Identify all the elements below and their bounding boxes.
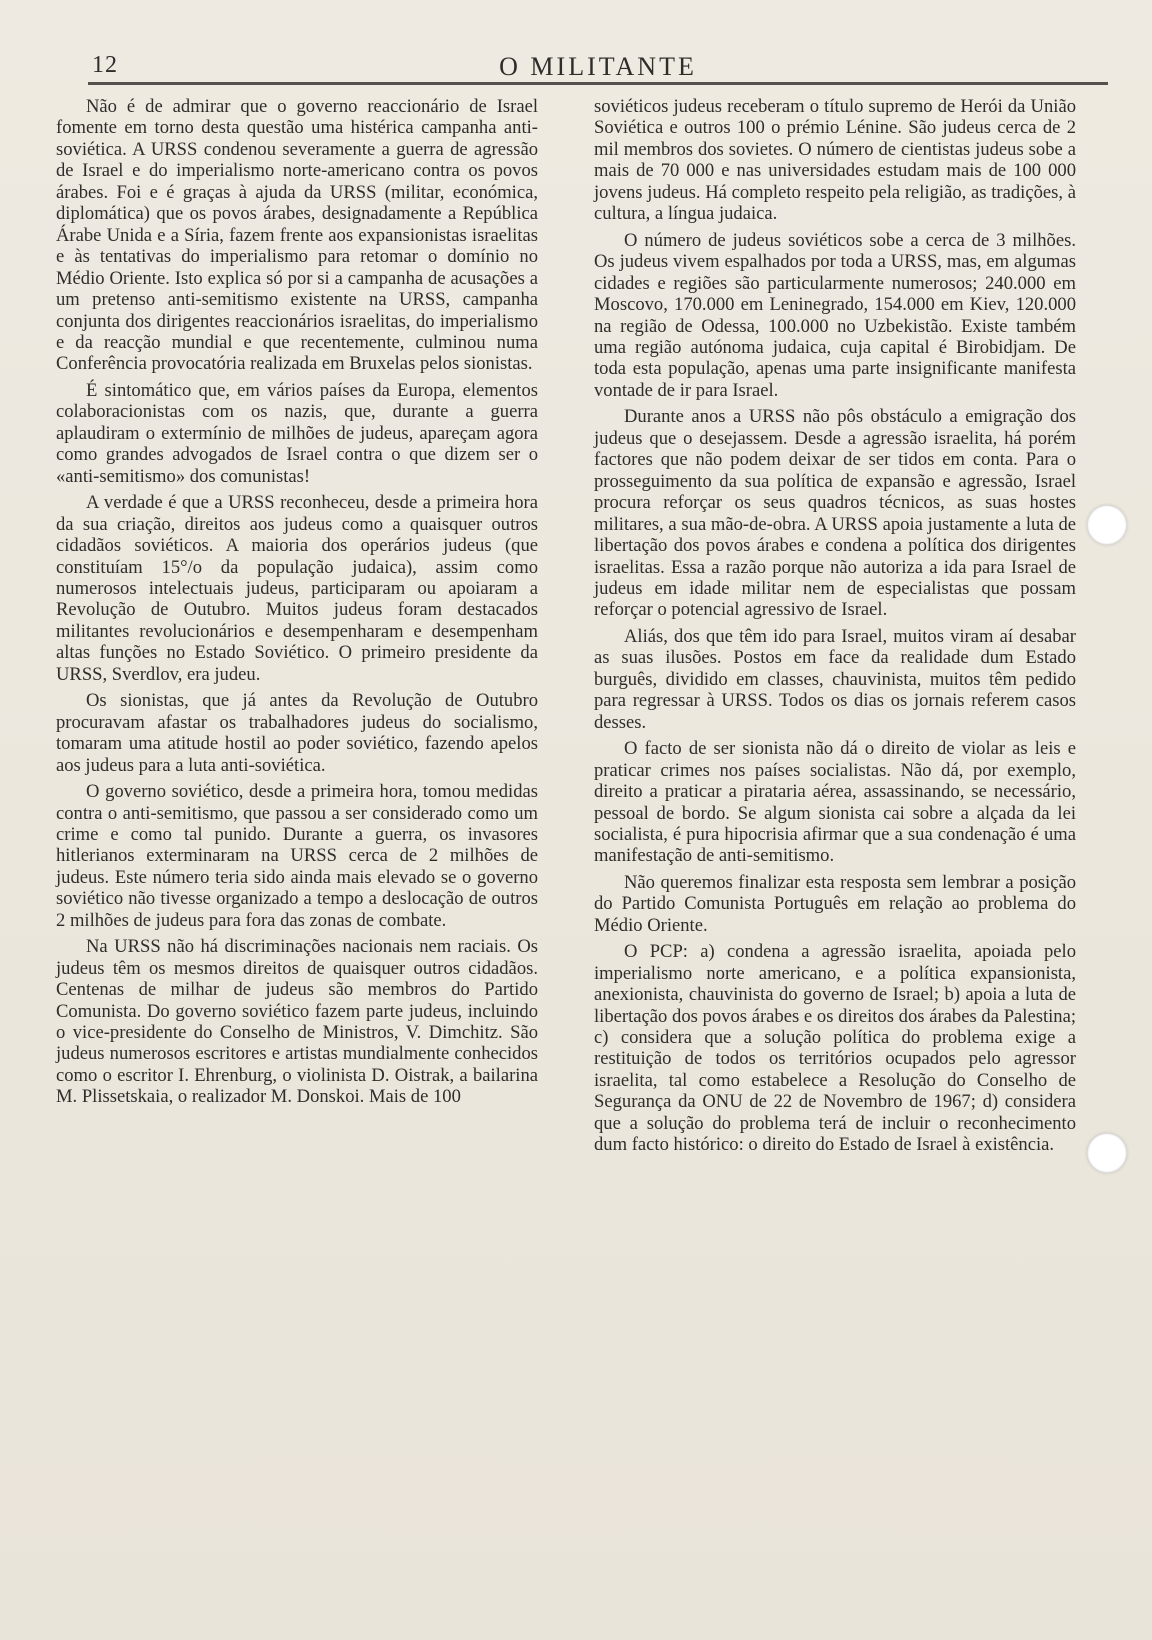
paragraph: Não queremos finalizar esta resposta sem lembrar a posição do Partido Comunista Português em relação ao problema do Médio Oriente.: [594, 871, 1076, 936]
paragraph: Não é de admirar que o governo reaccionário de Israel fomente em torno desta questão uma histérica campanha anti-soviética. A URSS condenou severamente a guerra de agressão de Israel e do imperialismo norte-americano contra os povos árabes. Foi e é graças à ajuda da URSS (militar, económica, diplomática) que os povos árabes, designadamente a República Árabe Unida e a Síria, fazem frente aos expansionistas israelitas e às tentativas do imperialismo para retomar o domínio no Médio Oriente. Isto explica só por si a campanha de acusações a um pretenso anti-semitismo existente na URSS, campanha conjunta dos dirigentes reaccionários israelitas, do imperialismo e da reacção mundial e que recentemente, culminou numa Conferência provocatória realizada em Bruxelas pelos sionistas.: [56, 96, 538, 375]
paragraph: O governo soviético, desde a primeira hora, tomou medidas contra o anti-semitismo, que passou a ser considerado como um crime e como tal punido. Durante a guerra, os invasores hitlerianos exterminaram na URSS cerca de 2 milhões de judeus. Este número teria sido ainda mais elevado se o governo soviético não tivesse organizado a tempo a deslocação de outros 2 milhões de judeus para fora das zonas de combate.: [56, 781, 538, 931]
paragraph: É sintomático que, em vários países da Europa, elementos colaboracionistas com os nazis, que, durante a guerra aplaudiram o extermínio de milhões de judeus, apareçam agora como grandes advogados de Israel contra o que dizem ser o «anti-semitismo» dos comunistas!: [56, 379, 538, 487]
paragraph: Durante anos a URSS não pôs obstáculo a emigração dos judeus que o desejassem. Desde a agressão israelita, há porém factores que não podem deixar de ser tidos em conta. Para o prosseguimento da sua política de expansão e agressão, Israel procura reforçar os seus quadros técnicos, as suas hostes militares, a sua mão-de-obra. A URSS apoia justamente a luta de libertação dos povos árabes e condena a política dos dirigentes israelitas. Essa a razão porque não autoriza a ida para Israel de judeus em idade militar nem de especialistas que possam reforçar o potencial agressivo de Israel.: [594, 406, 1076, 621]
punch-hole: [1087, 505, 1127, 545]
paragraph: Aliás, dos que têm ido para Israel, muitos viram aí desabar as suas ilusões. Postos em face da realidade dum Estado burguês, dividido em classes, chauvinista, muitos têm pedido para regressar à URSS. Todos os dias os jornais referem casos desses.: [594, 625, 1076, 733]
paragraph: O facto de ser sionista não dá o direito de violar as leis e praticar crimes nos países socialistas. Não dá, por exemplo, direito a praticar a pirataria aérea, assassinando, se necessário, pessoal de bordo. Se algum sionista cai sobre a alçada da lei socialista, é pura hipocrisia afirmar que a sua condenação é uma manifestação de anti-semitismo.: [594, 738, 1076, 867]
paragraph: soviéticos judeus receberam o título supremo de Herói da União Soviética e outros 100 o prémio Lénine. São judeus cerca de 2 mil membros dos sovietes. O número de cientistas judeus sobe a mais de 70 000 e nas universidades estudam mais de 100 000 jovens judeus. Há completo respeito pela religião, as tradições, à cultura, a língua judaica.: [594, 96, 1076, 225]
punch-hole: [1087, 1133, 1127, 1173]
paragraph: O número de judeus soviéticos sobe a cerca de 3 milhões. Os judeus vivem espalhados por toda a URSS, mas, em algumas cidades e regiões são particularmente numerosos; 240.000 em Moscovo, 170.000 em Leninegrado, 154.000 em Kiev, 120.000 na região de Odessa, 100.000 no Uzbekistão. Existe também uma região autónoma judaica, cuja capital é Birobidjam. De toda esta população, apenas uma parte insignificante manifesta vontade de ir para Israel.: [594, 229, 1076, 401]
paragraph: A verdade é que a URSS reconheceu, desde a primeira hora da sua criação, direitos aos judeus como a quaisquer outros cidadãos soviéticos. A maioria dos operários judeus (que constituíam 15°/o da população judaica), assim como numerosos intelectuais judeus, participaram ou apoiaram a Revolução de Outubro. Muitos judeus foram destacados militantes revolucionários e desempenharam e desempenham altas funções no Estado Soviético. O primeiro presidente da URSS, Sverdlov, era judeu.: [56, 492, 538, 685]
masthead-title: O MILITANTE: [499, 52, 697, 81]
page-header: [88, 48, 1108, 88]
page-number: 12: [92, 52, 118, 78]
header-rule: [88, 82, 1108, 85]
paragraph: Os sionistas, que já antes da Revolução de Outubro procuravam afastar os trabalhadores judeus do socialismo, tomaram uma atitude hostil ao poder soviético, fazendo apelos aos judeus para a luta anti-soviética.: [56, 690, 538, 776]
paragraph: Na URSS não há discriminações nacionais nem raciais. Os judeus têm os mesmos direitos de quaisquer outros cidadãos. Centenas de milhar de judeus são membros do Partido Comunista. Do governo soviético fazem parte judeus, incluindo o vice-presidente do Conselho de Ministros, V. Dimchitz. São judeus numerosos escritores e artistas mundialmente conhecidos como o escritor I. Ehrenburg, o violinista D. Oistrak, a bailarina M. Plissetskaia, o realizador M. Donskoi. Mais de 100: [56, 936, 538, 1108]
left-column: [56, 96, 538, 1113]
right-column: [594, 96, 1076, 1161]
paragraph: O PCP: a) condena a agressão israelita, apoiada pelo imperialismo norte americano, e a política expansionista, anexionista, chauvinista do governo de Israel; b) apoia a luta de libertação dos povos árabes e os direitos dos árabes da Palestina; c) considera que a solução política do problema exige a restituição de todos os territórios ocupados pelo agressor israelita, tal como estabelece a Resolução do Conselho de Segurança da ONU de 22 de Novembro de 1967; d) considera que a solução do problema terá de incluir o reconhecimento dum facto histórico: o direito do Estado de Israel à existência.: [594, 941, 1076, 1156]
